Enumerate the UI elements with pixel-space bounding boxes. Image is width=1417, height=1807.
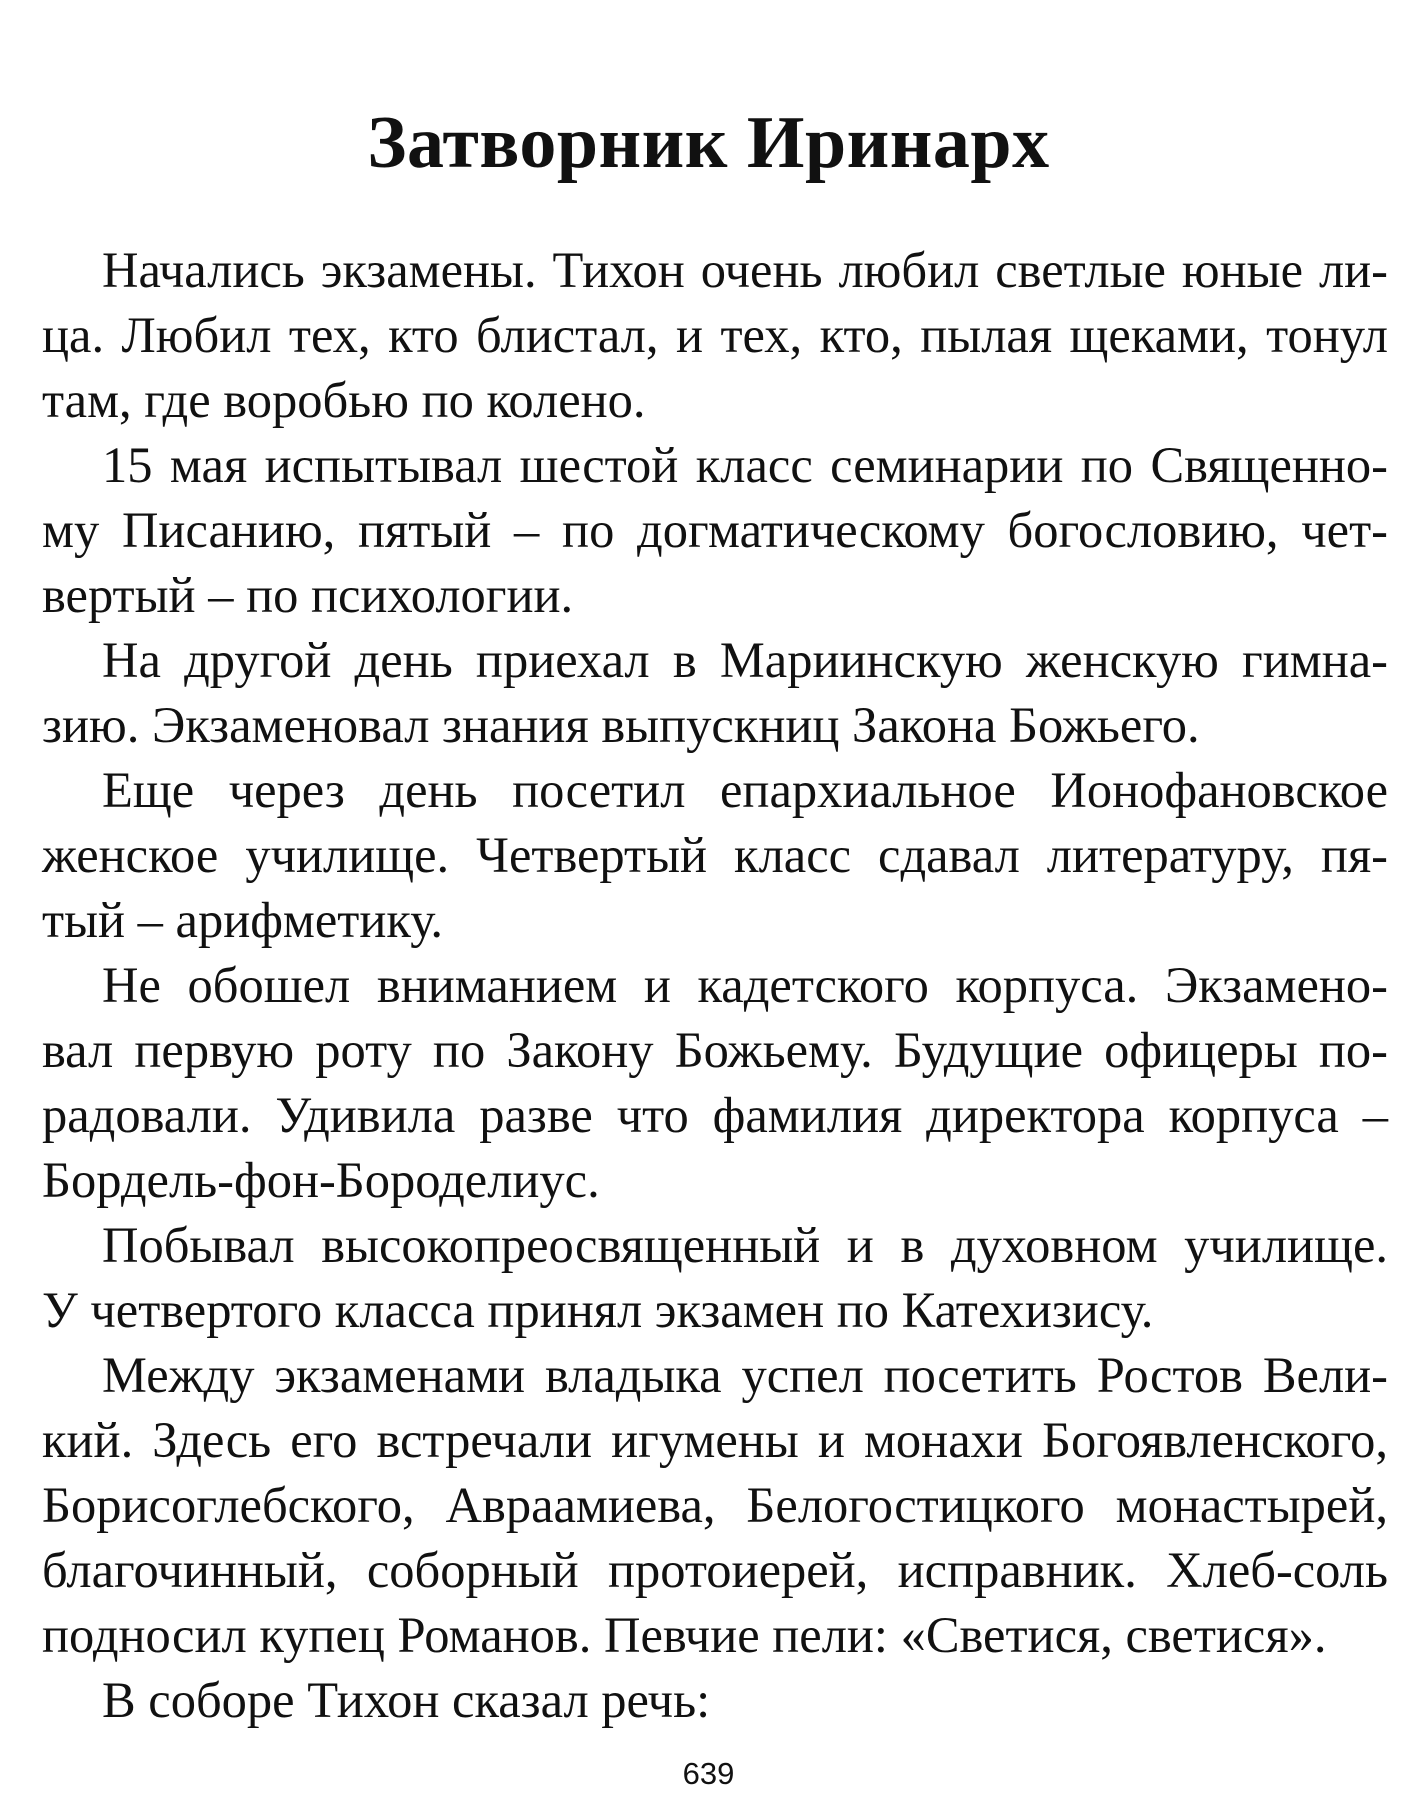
paragraph-7 bbox=[42, 1343, 1388, 1668]
paragraph-2 bbox=[42, 433, 1388, 628]
paragraph-4 bbox=[42, 758, 1388, 953]
paragraph-5 bbox=[42, 953, 1388, 1213]
text-line: кий. Здесь его встречали игумены и монахи Богоявленского, bbox=[42, 1412, 1388, 1468]
text-line: Борисоглебского, Авраамиева, Белогостицкого монастырей, bbox=[42, 1477, 1388, 1533]
body-text bbox=[42, 238, 1388, 1733]
text-line: благочинный, соборный протоиерей, исправник. Хлеб-соль bbox=[42, 1542, 1388, 1598]
paragraph-6 bbox=[42, 1213, 1388, 1343]
text-line: Начались экзамены. Тихон очень любил светлые юные ли- bbox=[102, 242, 1388, 298]
text-line: тый – арифметику. bbox=[42, 892, 444, 948]
text-line: женское училище. Четвертый класс сдавал литературу, пя- bbox=[42, 827, 1388, 883]
page-number: 639 bbox=[682, 1756, 735, 1791]
text-line: Не обошел вниманием и кадетского корпуса. Экзамено- bbox=[102, 957, 1388, 1013]
paragraph-3 bbox=[42, 628, 1388, 758]
text-line: У четвертого класса принял экзамен по Катехизису. bbox=[42, 1282, 1154, 1338]
paragraph-8 bbox=[42, 1668, 1388, 1733]
text-line: вал первую роту по Закону Божьему. Будущие офицеры по- bbox=[42, 1022, 1388, 1078]
text-line: там, где воробью по колено. bbox=[42, 372, 646, 428]
text-line: Между экзаменами владыка успел посетить Ростов Вели- bbox=[102, 1347, 1388, 1403]
text-line: 15 мая испытывал шестой класс семинарии по Священно- bbox=[102, 437, 1388, 493]
chapter-title: Затворник Иринарх bbox=[367, 102, 1050, 184]
text-line: Побывал высокопреосвященный и в духовном училище. bbox=[102, 1217, 1388, 1273]
text-line: зию. Экзаменовал знания выпускниц Закона Божьего. bbox=[42, 697, 1200, 753]
text-line: радовали. Удивила разве что фамилия директора корпуса – bbox=[42, 1087, 1388, 1143]
paragraph-1 bbox=[42, 238, 1388, 433]
text-line: Еще через день посетил епархиальное Ионофановское bbox=[102, 762, 1388, 818]
text-line: подносил купец Романов. Певчие пели: «Светися, светися». bbox=[42, 1607, 1327, 1663]
text-line: му Писанию, пятый – по догматическому богословию, чет- bbox=[42, 502, 1388, 558]
text-line: Бордель-фон-Бороделиус. bbox=[42, 1152, 600, 1208]
text-line: В соборе Тихон сказал речь: bbox=[102, 1672, 711, 1728]
text-line: вертый – по психологии. bbox=[42, 567, 574, 623]
text-line: ца. Любил тех, кто блистал, и тех, кто, пылая щеками, тонул bbox=[42, 307, 1388, 363]
text-line: На другой день приехал в Мариинскую женскую гимна- bbox=[102, 632, 1388, 688]
